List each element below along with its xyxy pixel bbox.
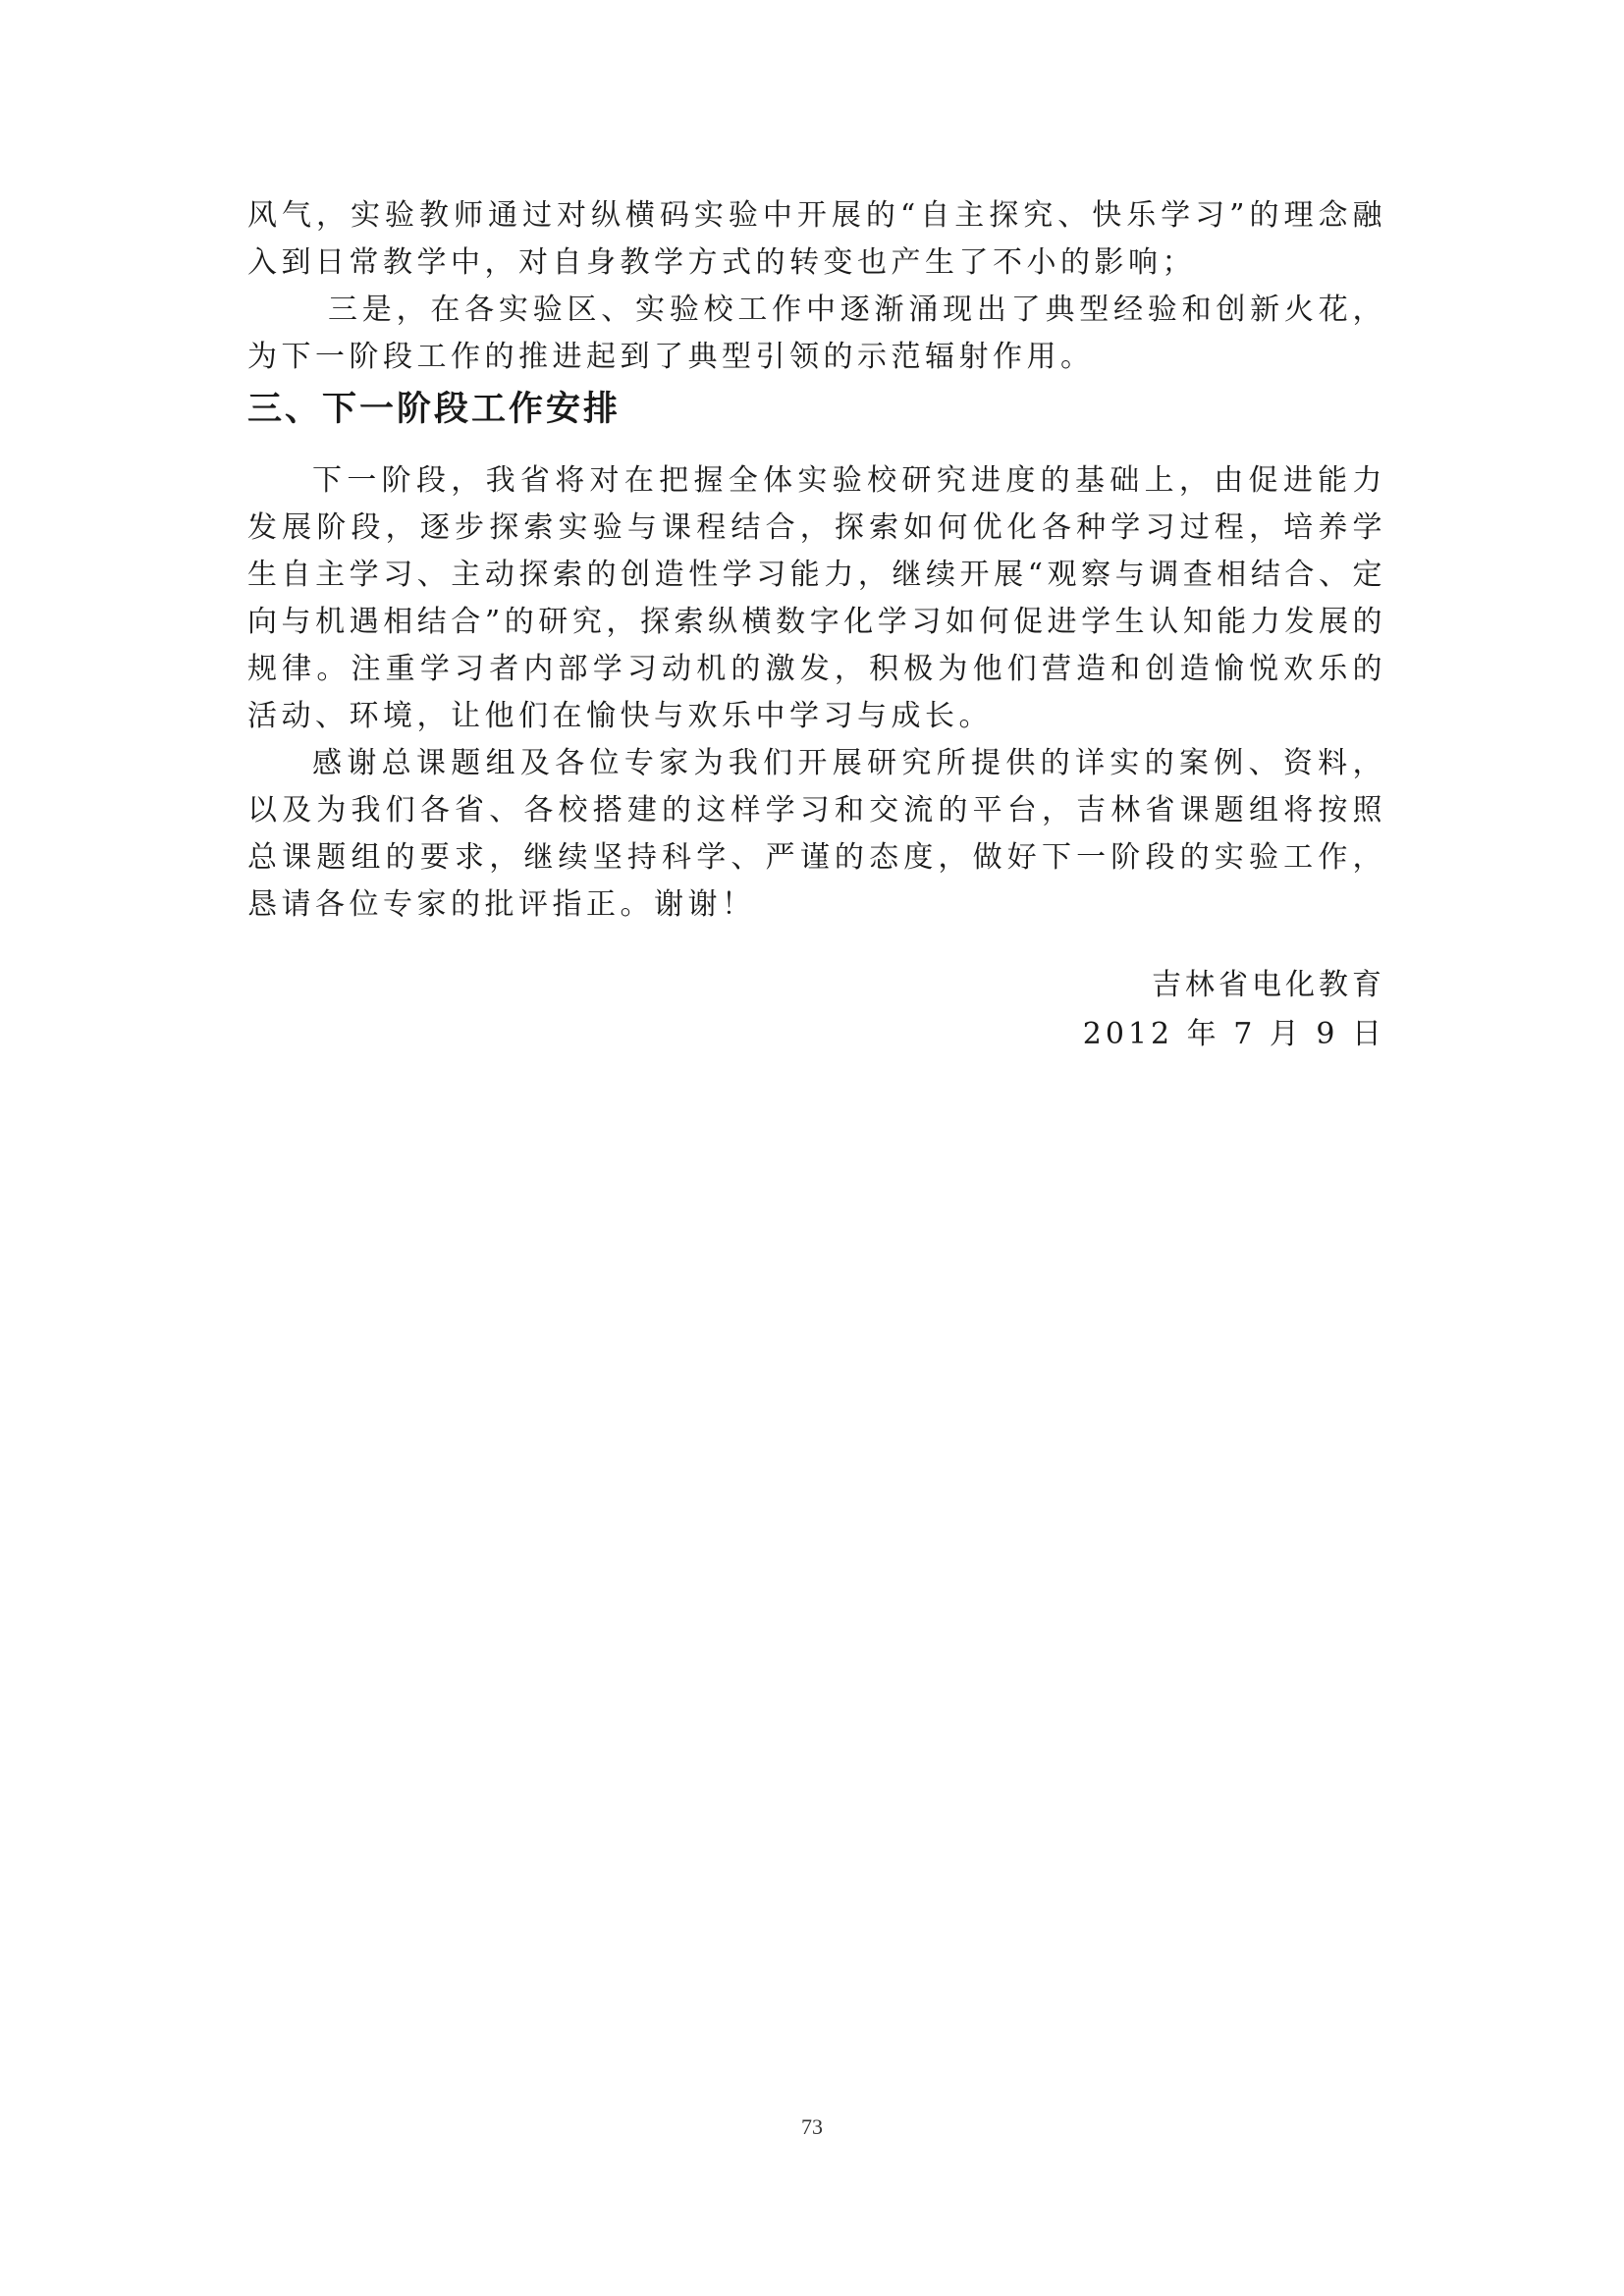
paragraph-thanks: 感谢总课题组及各位专家为我们开展研究所提供的详实的案例、资料，以及为我们各省、各校搭建的这样学习和交流的平台，吉林省课题组将按照总课题组的要求，继续坚持科学、严谨的态度，做好下一阶段的实验工作，恳请各位专家的批评指正。谢谢！	[247, 746, 1386, 922]
paragraph-next-stage: 下一阶段，我省将对在把握全体实验校研究进度的基础上，由促进能力发展阶段，逐步探索实验与课程结合，探索如何优化各种学习过程，培养学生自主学习、主动探索的创造性学习能力，继续开展“观察与调查相结合、定向与机遇相结合”的研究，探索纵横数字化学习如何促进学生认知能力发展的规律。注重学习者内部学习动机的激发，积极为他们营造和创造愉悦欢乐的活动、环境，让他们在愉快与欢乐中学习与成长。	[247, 463, 1386, 733]
signature-block	[1083, 961, 1385, 1059]
signature-organization: 吉林省电化教育	[1152, 968, 1385, 1002]
paragraph-point-three: 三是，在各实验区、实验校工作中逐渐涌现出了典型经验和创新火花，为下一阶段工作的推进起到了典型引领的示范辐射作用。	[247, 293, 1386, 374]
page-number: 73	[801, 2114, 823, 2139]
paragraph-continuation: 风气，实验教师通过对纵横码实验中开展的“自主探究、快乐学习”的理念融入到日常教学中，对自身教学方式的转变也产生了不小的影响；	[247, 198, 1386, 280]
signature-date: 2012 年 7 月 9 日	[1082, 1017, 1385, 1051]
section-heading: 三、下一阶段工作安排	[247, 390, 622, 429]
